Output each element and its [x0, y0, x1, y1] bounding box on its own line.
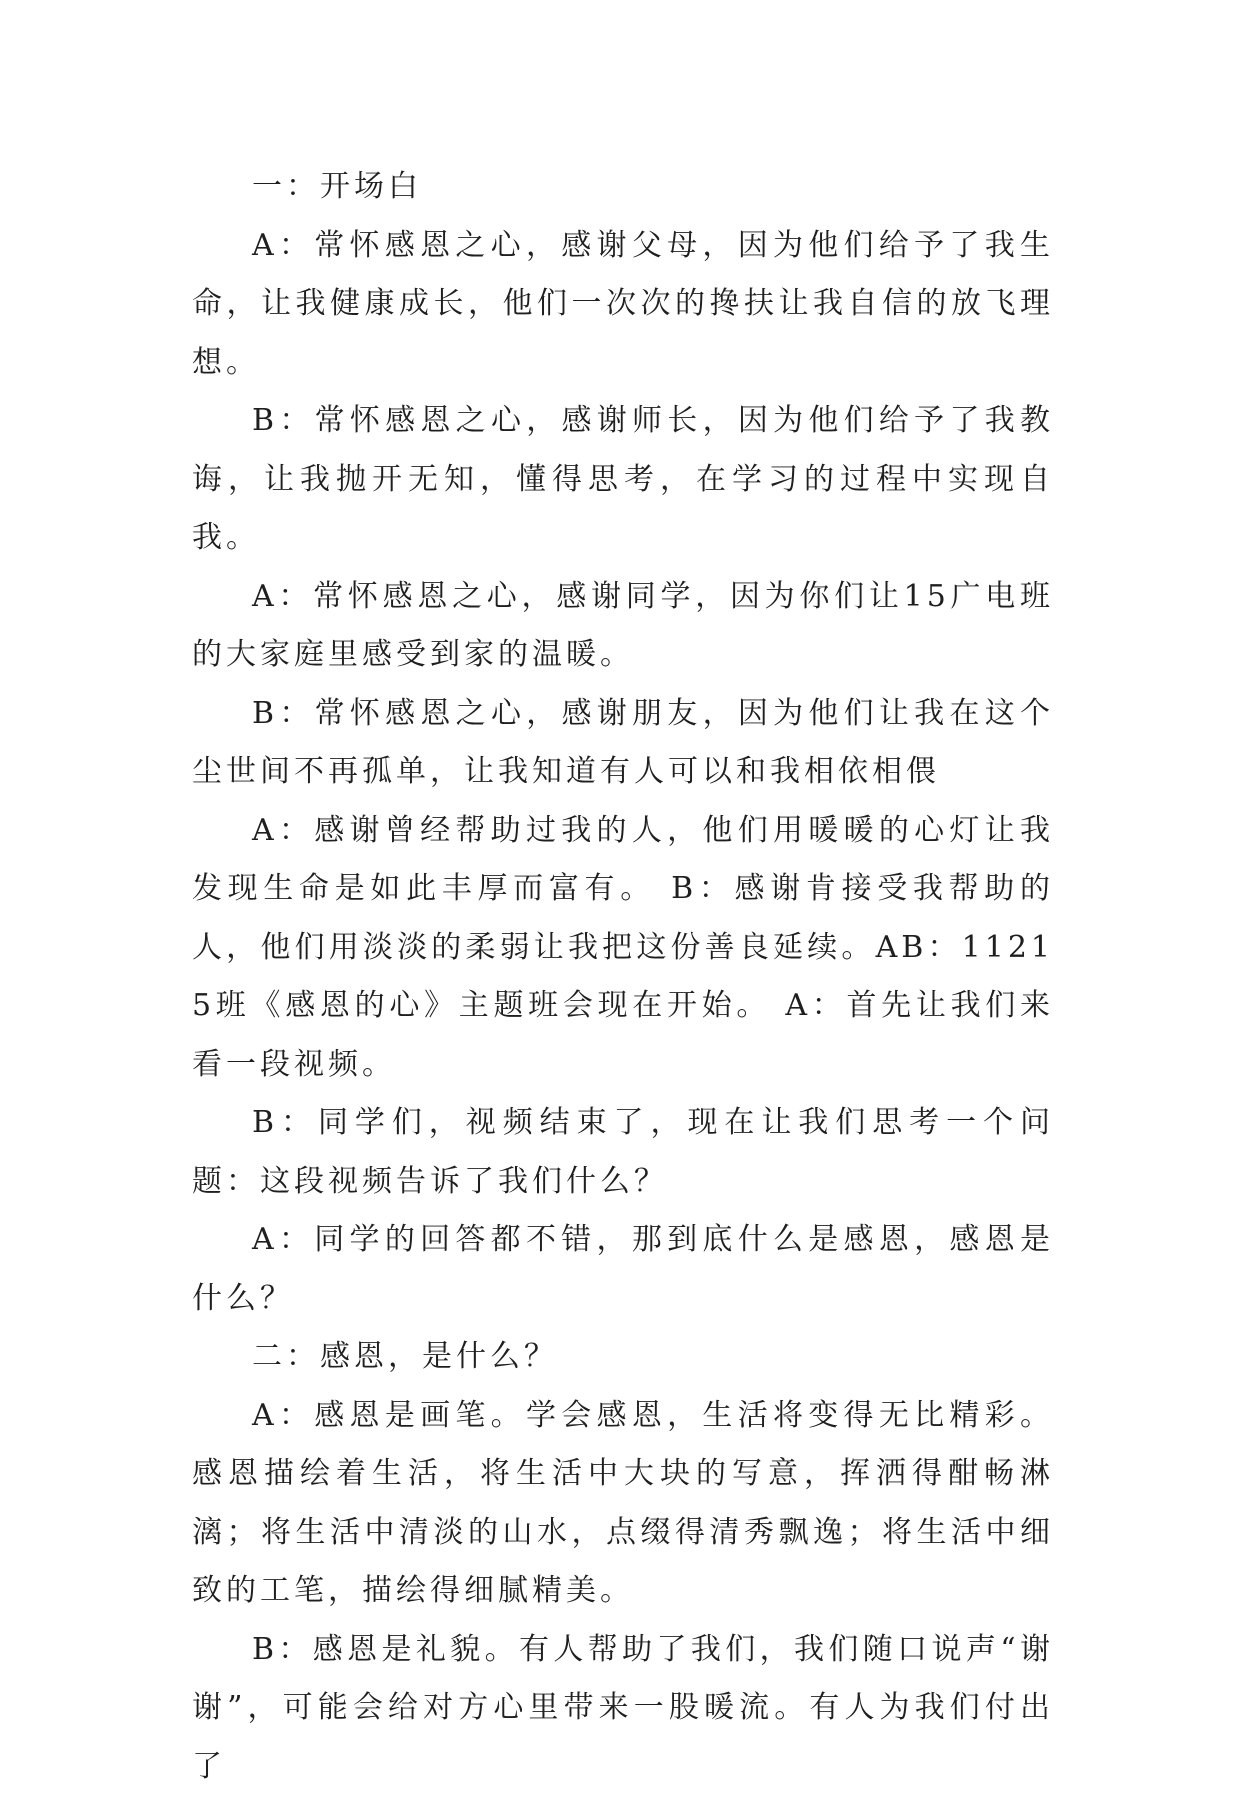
section-heading-opening: 一：开场白: [192, 158, 1054, 217]
paragraph: A：感谢曾经帮助过我的人，他们用暖暖的心灯让我发现生命是如此丰厚而富有。 B：感谢肯接受我帮助的人，他们用淡淡的柔弱让我把这份善良延续。AB：11215班《感恩的心》主题班会现在开始。 A：首先让我们来看一段视频。: [192, 802, 1054, 1095]
paragraph: A：常怀感恩之心，感谢同学，因为你们让15广电班的大家庭里感受到家的温暖。: [192, 568, 1054, 685]
paragraph: A：常怀感恩之心，感谢父母，因为他们给予了我生命，让我健康成长，他们一次次的搀扶让我自信的放飞理想。: [192, 217, 1054, 393]
paragraph: A：同学的回答都不错，那到底什么是感恩，感恩是什么？: [192, 1211, 1054, 1328]
section-heading-what-is-gratitude: 二：感恩，是什么？: [192, 1328, 1054, 1387]
document-body: [192, 158, 1054, 1796]
paragraph: B：常怀感恩之心，感谢师长，因为他们给予了我教诲，让我抛开无知，懂得思考，在学习的过程中实现自我。: [192, 392, 1054, 568]
paragraph: A：感恩是画笔。学会感恩，生活将变得无比精彩。感恩描绘着生活，将生活中大块的写意，挥洒得酣畅淋漓；将生活中清淡的山水，点缀得清秀飘逸；将生活中细致的工笔，描绘得细腻精美。: [192, 1387, 1054, 1621]
paragraph: B：常怀感恩之心，感谢朋友，因为他们让我在这个尘世间不再孤单，让我知道有人可以和我相依相偎: [192, 685, 1054, 802]
paragraph: B：同学们，视频结束了，现在让我们思考一个问题：这段视频告诉了我们什么？: [192, 1094, 1054, 1211]
paragraph: B：感恩是礼貌。有人帮助了我们，我们随口说声“谢谢”，可能会给对方心里带来一股暖流。有人为我们付出了: [192, 1621, 1054, 1796]
